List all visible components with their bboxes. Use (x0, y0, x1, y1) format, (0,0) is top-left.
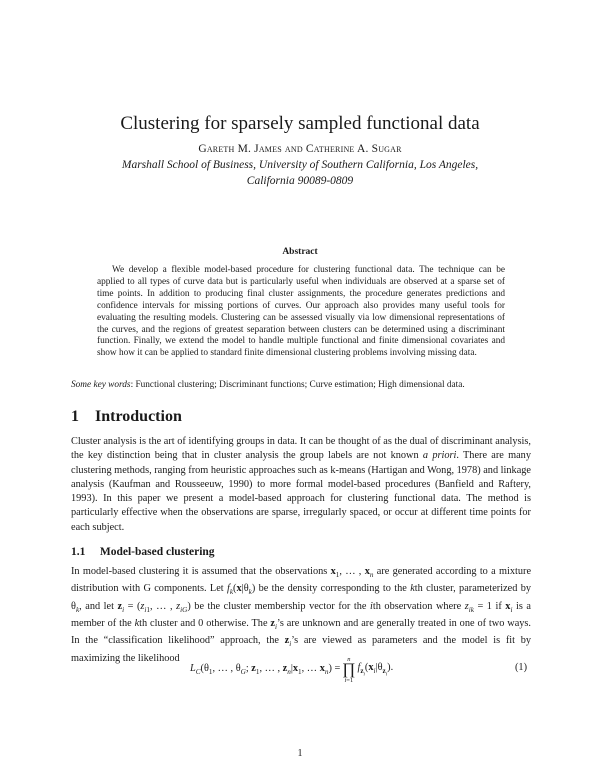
abstract-text: We develop a flexible model-based procedure for clustering functional data. The technique can be applied to all types of curve data but is particularly useful when individuals are observed at a sparse set of time points. In addition to producing final cluster assignments, the procedure generates predictions and confidence intervals for missing portions of curves. Our approach also provides many useful tools for evaluating the resulting models. Clustering can be assessed visually via low dimensional representations of the curves, and the regions of greatest separation between clusters can be determined using a discriminant function. Finally, we extend the model to handle multiple functional and finite dimensional covariates and show how it can be applied to standard finite dimensional clustering problems involving missing data. (97, 265, 505, 359)
keywords (71, 379, 541, 391)
paper-authors: Gareth M. James and Catherine A. Sugar (198, 143, 402, 155)
section-number: 1 (71, 408, 79, 425)
mbc-text-10: th cluster and 0 otherwise. The (139, 618, 271, 630)
keywords-text: : Functional clustering; Discriminant functions; Curve estimation; High dimensional data. (130, 380, 465, 390)
equation-1 (190, 656, 393, 684)
subsection-number: 1.1 (71, 546, 86, 558)
mbc-text-4: th cluster, parameterized by (414, 583, 531, 595)
affiliation-line-2: California 90089-0809 (246, 175, 354, 187)
product-symbol: n ∏ i=1 (342, 656, 356, 684)
mbc-text-7: th observation where (372, 600, 465, 612)
mbc-text-1: In model-based clustering it is assumed that the observations (71, 566, 331, 577)
introduction-paragraph (71, 435, 531, 535)
mbc-text-5: , and let (79, 600, 118, 612)
abstract-heading: Abstract (282, 247, 318, 257)
paper-title: Clustering for sparsely sampled functional data (120, 113, 480, 134)
model-based-clustering-paragraph: In model-based clustering it is assumed that the observations $x_1$, … , $x_n$ are generated according to a mixture distribution with G components. Let $f_k(x|\theta_k)$ be the density corresponding to the kth cluster, parameterized by $\theta_k$, and let $z_i = (z_{i1}$, … , $z_{iG}$) be the cluster membership vector for the ith observation where $z_{ik} = 1$ if $x_i$ is a member of the kth cluster and 0 otherwise. The $z_i’s$ are unknown and are generally treated in one of two ways. In the “classification likelihood” approach, the $z_i’s$ are viewed as parameters and the model is fit by maximizing the likelihood (71, 566, 532, 664)
equation-lhs: $L_C(\theta_1$, … , $\theta_G$; $z_1$, … , $z_n|x_1$, … $x_n$) = (190, 663, 341, 677)
mbc-text-12: ’s are viewed as parameters and the model is fit by maximizing the likelihood (71, 635, 532, 664)
section-title: Introduction (95, 408, 182, 425)
mbc-text-8: if (491, 600, 506, 612)
mbc-text-3: be the density corresponding to the (255, 583, 411, 595)
mbc-text-9: is a member of the (71, 600, 531, 630)
equation-number: (1) (515, 662, 528, 673)
page-number: 1 (297, 748, 303, 759)
intro-text-a: Cluster analysis is the art of identifying groups in data. It can be thought of as the dual of discriminant analysis, the key distinction being that in cluster analysis the group labels are not known (71, 436, 531, 462)
mbc-text-6: be the cluster membership vector for the (190, 600, 370, 612)
subsection-heading-model-based-clustering (71, 546, 215, 558)
subsection-title: Model-based clustering (99, 546, 215, 558)
intro-text-b: . There are many clustering methods, ranging from heuristic approaches such as k-means (Hartigan and Wong, 1978) and linkage analysis (Kaufman and Rousseeuw, 1990) to more formal model-based procedures (Banfield and Raftery, 1993). In this paper we present a model-based approach for clustering functional data. The method is particularly effective when the observations are sparse, irregularly spaced, or occur at different time points for each subject. (71, 450, 531, 533)
author-affiliation (0, 157, 600, 189)
keywords-label: Some key words (71, 380, 131, 390)
section-heading-introduction (71, 408, 182, 426)
equation-rhs: $f_{z_i}(x_i|\theta_{z_i})$. (357, 662, 394, 678)
mbc-text-11: ’s are unknown and are generally treated in one of two ways. In the “classification likelihood” approach, the (71, 618, 531, 647)
mbc-text-2: are generated according to a mixture distribution with G components. Let (71, 566, 532, 595)
intro-text-italic: a priori (422, 450, 457, 462)
affiliation-line-1: Marshall School of Business, University of Southern California, Los Angeles, (121, 159, 479, 171)
